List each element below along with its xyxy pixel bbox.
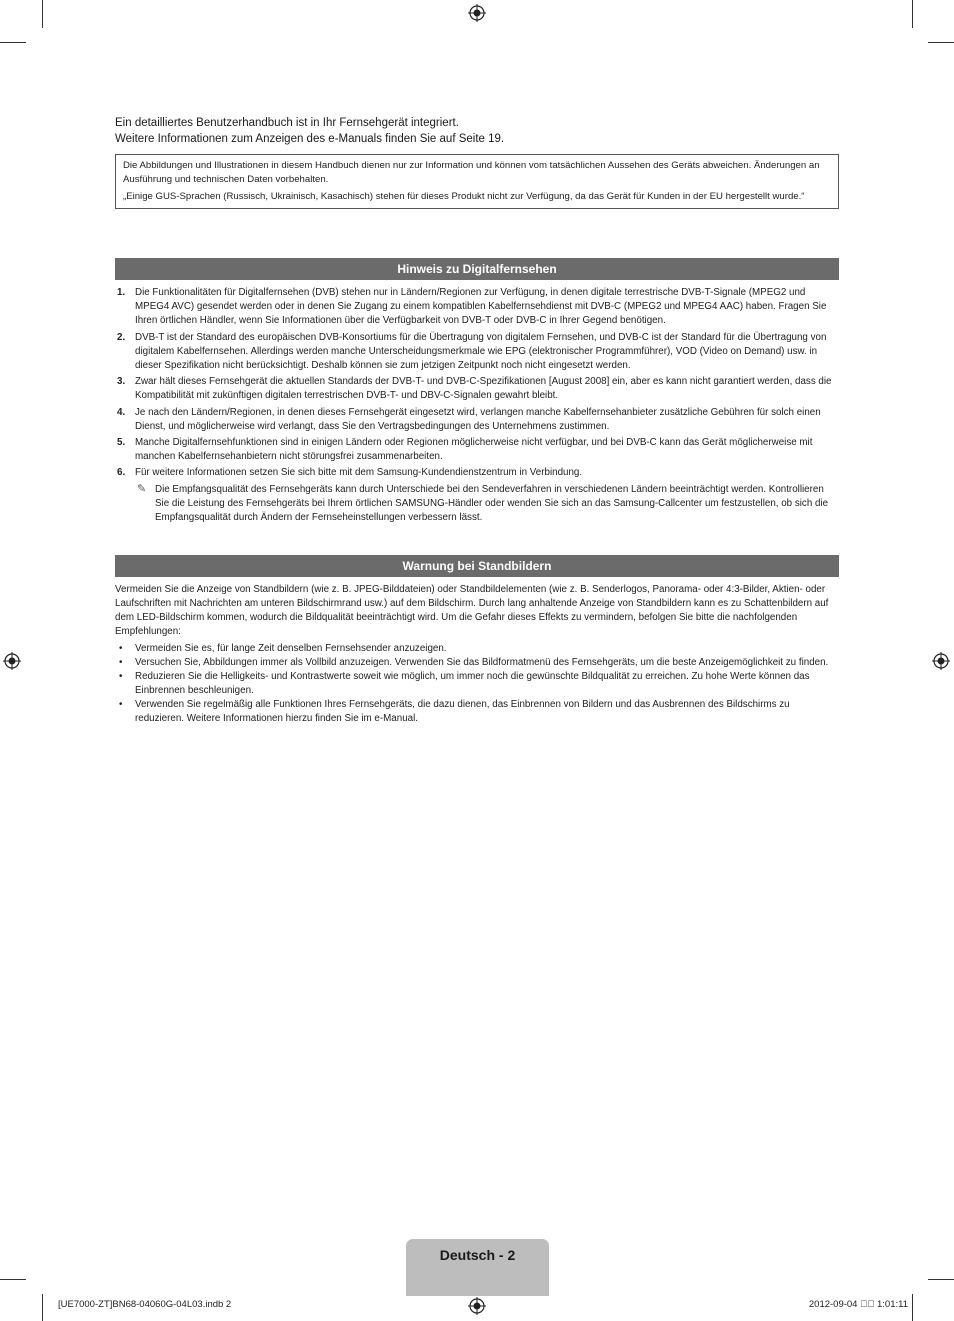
- registration-mark-icon: [468, 4, 486, 22]
- digital-tv-list: [115, 286, 839, 525]
- list-item-number: 1.: [117, 287, 126, 298]
- section-heading-still-images: Warnung bei Standbildern: [115, 555, 839, 577]
- list-item-text: Manche Digitalfernsehfunktionen sind in einigen Ländern oder Regionen möglicherweise nicht verfügbar, und bei DVB-C kann das Gerät möglicherweise mit manchen Kabelfernsehanbietern nicht störungsfrei zusammenarbeiten.: [135, 437, 813, 463]
- crop-mark-top-left-v: [42, 0, 43, 28]
- list-item-text: Je nach den Ländern/Regionen, in denen dieses Fernsehgerät eingesetzt wird, verlangen manche Kabelfernsehanbieter zusätzliche Gebühren für solch einen Dienst, und möglicherweise wird verlangt, dass Sie den Vertragsbedingungen des Unternehmens zustimmen.: [135, 406, 821, 432]
- page-number-tab: [406, 1239, 549, 1296]
- disclaimer-paragraph-1: Die Abbildungen und Illustrationen in diesem Handbuch dienen nur zur Information und können vom tatsächlichen Aussehen des Geräts abweichen. Änderungen an Ausführung und technischen Daten vorbehalten.: [123, 160, 820, 185]
- crop-mark-bottom-right-h: [928, 1279, 954, 1280]
- bullet-text: Verwenden Sie regelmäßig alle Funktionen Ihres Fernsehgeräts, die dazu dienen, das Einbrennen von Bildern und das Ausbrennen des Bildschirms zu reduzieren. Weitere Informationen hierzu finden Sie im e-Manual.: [135, 699, 790, 724]
- crop-mark-top-left-h: [0, 42, 26, 43]
- bullet-dot: •: [119, 657, 123, 668]
- intro-line-1: Ein detailliertes Benutzerhandbuch ist in Ihr Fernsehgerät integriert.: [115, 117, 459, 129]
- footer-file-info: [UE7000-ZT]BN68-04060G-04L03.indb 2: [58, 1299, 232, 1310]
- list-item-text: Die Funktionalitäten für Digitalfernsehen (DVB) stehen nur in Ländern/Regionen zur Verfügung, in denen digitale terrestrische DVB-T-Signale (MPEG2 und MPEG4 AVC) gesendet werden oder in denen Sie Zugang zu einem kompatiblen Kabelfernsehdienst mit DVB-C (MPEG2 und MPEG4 AAC) haben. Fragen Sie Ihren örtlichen Händler, wenn Sie Informationen über die Verfügbarkeit von DVB-T oder DVB-C in Ihrer Gegend benötigen.: [135, 287, 827, 327]
- intro-line-2: Weitere Informationen zum Anzeigen des e-Manuals finden Sie auf Seite 19.: [115, 133, 505, 145]
- list-item-text: Zwar hält dieses Fernsehgerät die aktuellen Standards der DVB-T- und DVB-C-Spezifikationen [August 2008] ein, aber es kann nicht garantiert werden, dass die Kompatibilität mit zukünftigen digitalen terrestrischen DVB-T- und DBV-C-Signalen gewahrt bleibt.: [135, 376, 832, 402]
- crop-mark-bottom-right-v: [912, 1294, 913, 1321]
- crop-mark-bottom-left-v: [42, 1294, 43, 1321]
- bullet-dot: •: [119, 643, 123, 654]
- list-item: [115, 406, 839, 434]
- still-images-paragraph: Vermeiden Sie die Anzeige von Standbildern (wie z. B. JPEG-Bilddateien) oder Standbildelementen (wie z. B. Senderlogos, Panorama- oder 4:3-Bilder, Aktien- oder Laufschriften mit Nachrichten am unteren Bildschirmrand usw.) auf dem Bildschirm. Durch lang anhaltende Anzeige von Standbildern kann es zu Schattenbildern auf dem LED-Bildschirm kommen, wodurch die Bildqualität beeinträchtigt wird. Um die Gefahr dieses Effekts zu vermindern, befolgen Sie bitte die nachfolgenden Empfehlungen:: [115, 584, 829, 637]
- disclaimer-box: [115, 154, 839, 209]
- registration-mark-icon: [932, 652, 950, 670]
- bullet-text: Reduzieren Sie die Helligkeits- und Kontrastwerte soweit wie möglich, um immer noch die gewünschte Bildqualität zu erreichen. Zu hohe Werte können das Einbrennen beschleunigen.: [135, 671, 810, 696]
- list-item: [115, 286, 839, 329]
- footer-timestamp: 2012-09-04 ￿￿ 1:01:11: [808, 1299, 908, 1310]
- list-item-text: DVB-T ist der Standard des europäischen DVB-Konsortiums für die Übertragung von digitalem Fernsehen, und DVB-C ist der Standard für die Übertragung von digitalem Kabelfernsehen. Allerdings werden manche Unterscheidungsmerkmale wie EPG (elektronischer Programmführer), VOD (Video on Demand) usw. in dieser Spezifikation nicht berücksichtigt. Deshalb können sie zum jetzigen Zeitpunkt noch nicht eingesetzt werden.: [135, 331, 827, 372]
- list-item-number: 3.: [117, 376, 126, 388]
- list-item-text: Für weitere Informationen setzen Sie sich bitte mit dem Samsung-Kundendienstzentrum in Verbindung.: [135, 467, 583, 479]
- list-item: [115, 436, 839, 464]
- still-images-bullets: [115, 642, 839, 726]
- list-item-number: 6.: [117, 467, 126, 479]
- bullet-dot: •: [119, 671, 123, 682]
- pencil-note-icon: ✎: [137, 482, 147, 495]
- list-item: [115, 331, 839, 374]
- crop-mark-top-right-v: [912, 0, 913, 28]
- list-item: [115, 466, 839, 480]
- bullet-dot: •: [119, 699, 123, 710]
- registration-mark-icon: [3, 652, 21, 670]
- registration-mark-icon: [468, 1297, 486, 1315]
- list-item-number: 2.: [117, 331, 126, 343]
- crop-mark-top-right-h: [928, 42, 954, 43]
- bullet-text: Vermeiden Sie es, für lange Zeit denselben Fernsehsender anzuzeigen.: [135, 643, 447, 654]
- intro-text: [115, 115, 839, 147]
- bullet-item: [115, 698, 839, 726]
- reception-note: [115, 483, 839, 526]
- page-number-label: Deutsch - 2: [439, 1247, 516, 1263]
- section-heading-digital-tv: Hinweis zu Digitalfernsehen: [115, 258, 839, 280]
- list-item: [115, 375, 839, 403]
- reception-note-text: Die Empfangsqualität des Fernsehgeräts kann durch Unterschiede bei den Sendeverfahren in verschiedenen Ländern beeinträchtigt werden. Kontrollieren Sie die Leistung des Fernsehgeräts bei Ihrem örtlichen SAMSUNG-Händler oder wenden Sie sich an das Samsung-Callcenter um festzustellen, ob sich die Empfangsqualität durch Ändern der Fernseheinstellungen verbessern lässt.: [155, 483, 829, 524]
- bullet-item: [115, 670, 839, 698]
- crop-mark-bottom-left-h: [0, 1279, 26, 1280]
- list-item-number: 5.: [117, 437, 126, 449]
- list-item-number: 4.: [117, 406, 126, 418]
- bullet-item: [115, 642, 839, 656]
- bullet-item: [115, 656, 839, 670]
- bullet-text: Versuchen Sie, Abbildungen immer als Vollbild anzuzeigen. Verwenden Sie das Bildformatmenü des Fernsehgeräts, um die beste Anzeigemöglichkeit zu finden.: [135, 657, 829, 668]
- disclaimer-paragraph-2: „Einige GUS-Sprachen (Russisch, Ukrainisch, Kasachisch) stehen für dieses Produkt nicht zur Verfügung, da das Gerät für Kunden in der EU hergestellt wurde.“: [123, 190, 805, 202]
